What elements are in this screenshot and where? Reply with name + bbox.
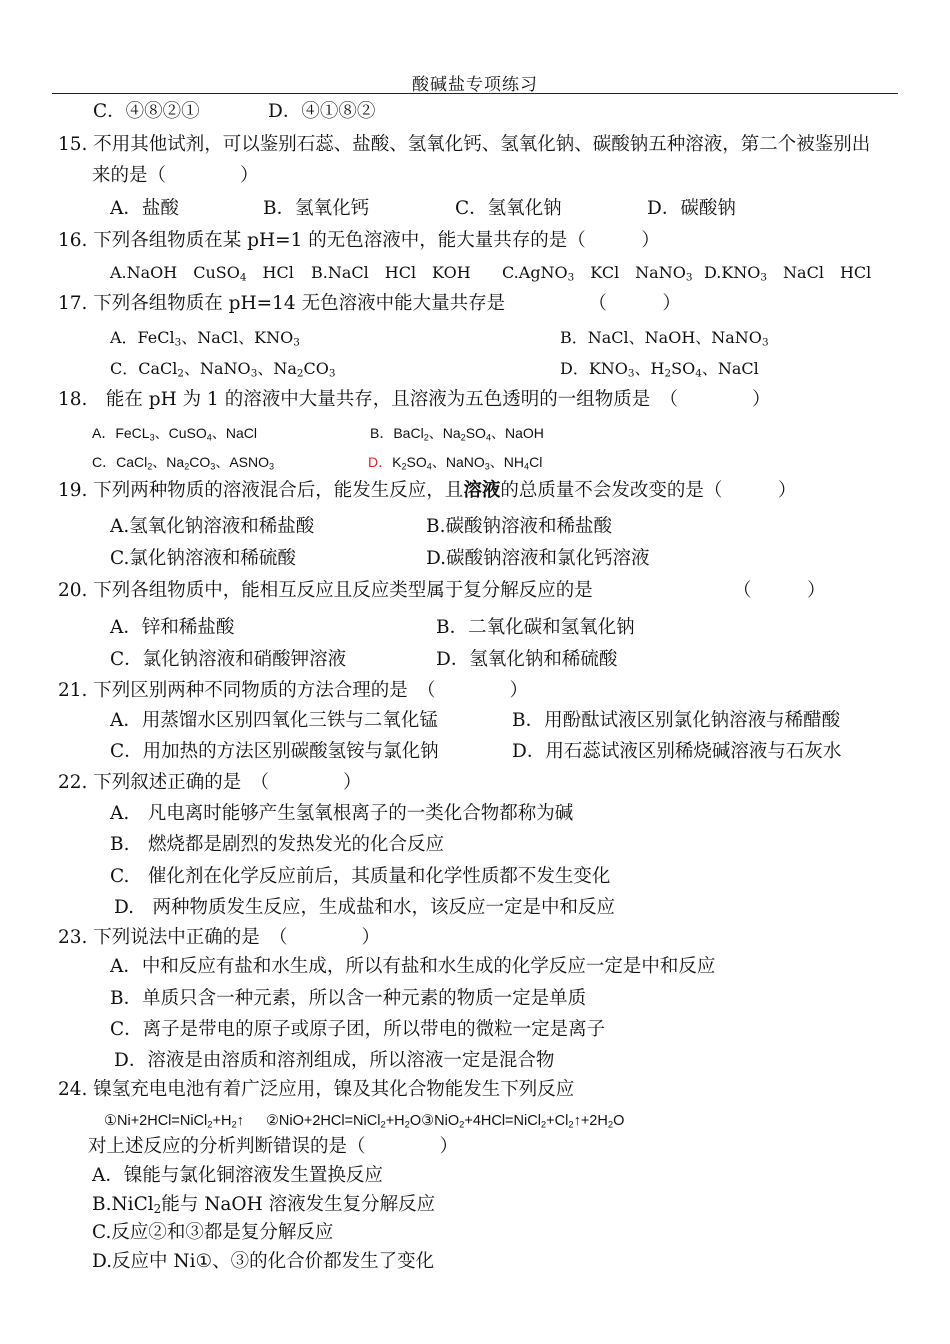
q23-option-b: B．单质只含一种元素，所以含一种元素的物质一定是单质 (110, 988, 587, 1009)
q24-option-b: B.NiCl$_2$能与 NaOH 溶液发生复分解反应 (92, 1194, 436, 1216)
q15-option-d: D．碳酸钠 (647, 198, 736, 219)
q21-option-a: A．用蒸馏水区别四氧化三铁与二氧化锰 (110, 710, 438, 731)
q20-option-a: A．锌和稀盐酸 (110, 617, 235, 638)
q22-option-c: C. 催化剂在化学反应前后，其质量和化学性质都不发生变化 (110, 866, 611, 887)
q16-option-d: $D.KNO_3$ NaCl HCl (704, 263, 872, 284)
q20-option-b: B．二氧化碳和氢氧化钠 (436, 617, 635, 638)
q14-option-c: C．④⑧②① (93, 101, 200, 122)
q23-stem: 23. 下列说法中正确的是 （ ） (58, 927, 381, 948)
q24-reactions: $①Ni+2HCl=NiCl_2+H_2↑$ $②NiO+2HCl=NiCl_2+H_2O③NiO_2+4HCl=NiCl_2+Cl_2↑+2H_2O$ (104, 1113, 625, 1130)
q15-option-a: A．盐酸 (110, 198, 179, 219)
q14-option-d: D．④①⑧② (268, 101, 376, 122)
q16-option-b: B.NaCl HCl KOH (311, 263, 471, 282)
q17-stem: 17. 下列各组物质在 pH=14 无色溶液中能大量共存是 （ ） (58, 293, 681, 314)
q18-stem: 18. 能在 pH 为 1 的溶液中大量共存，且溶液为五色透明的一组物质是 （ ） (58, 389, 771, 410)
q18-option-a: A．FeCL$_3$、CuSO$_4$、NaCl (92, 425, 257, 443)
q20-option-d: D．氢氧化钠和稀硫酸 (436, 649, 618, 670)
q15-option-c: C．氢氧化钠 (455, 198, 562, 219)
q21-option-d: D．用石蕊试液区别稀烧碱溶液与石灰水 (512, 741, 842, 762)
q20-option-c: C．氯化钠溶液和硝酸钾溶液 (110, 649, 347, 670)
q15-stem: 15. 不用其他试剂，可以鉴别石蕊、盐酸、氢氧化钙、氢氧化钠、碳酸钠五种溶液，第二个被鉴别出 (58, 134, 871, 155)
q23-option-a: A．中和反应有盐和水生成，所以有盐和水生成的化学反应一定是中和反应 (110, 956, 716, 977)
q22-option-a: A. 凡电离时能够产生氢氧根离子的一类化合物都称为碱 (110, 803, 574, 824)
q18-option-b: B．BaCl$_2$、$Na_2SO_4$、NaOH (370, 425, 544, 443)
q18-option-d: D．$K_2SO_4$、NaNO$_3$、$NH_4Cl$ (368, 454, 543, 472)
q24-option-c: C.反应②和③都是复分解反应 (92, 1222, 334, 1243)
q23-option-c: C．离子是带电的原子或原子团，所以带电的微粒一定是离子 (110, 1019, 606, 1040)
q21-option-b: B．用酚酞试液区别氯化钠溶液与稀醋酸 (512, 710, 841, 731)
header-rule (52, 93, 898, 94)
q21-option-c: C．用加热的方法区别碳酸氢铵与氯化钠 (110, 741, 439, 762)
q20-stem: 20. 下列各组物质中，能相互反应且反应类型属于复分解反应的是 (58, 580, 593, 601)
q21-stem: 21. 下列区别两种不同物质的方法合理的是 （ ） (58, 680, 529, 701)
q19-option-c: C.氯化钠溶液和稀硫酸 (110, 548, 296, 569)
q17-option-b: B．NaCl、NaOH、NaNO$_3$ (560, 328, 769, 349)
q15-option-b: B．氢氧化钙 (263, 198, 370, 219)
q19-option-a: A.氢氧化钠溶液和稀盐酸 (110, 516, 315, 537)
q18-option-c: C．CaCl$_2$、$Na_2CO_3$、$ASNO_3$ (92, 454, 275, 472)
q15-stem-cont: 来的是（ ） (92, 165, 259, 186)
q24-stem: 24. 镍氢充电电池有着广泛应用，镍及其化合物能发生下列反应 (58, 1079, 575, 1100)
q23-option-d: D．溶液是由溶质和溶剂组成，所以溶液一定是混合物 (114, 1050, 555, 1071)
q17-option-c: C．CaCl$_2$、NaNO$_3$、$Na_2CO_3$ (110, 359, 336, 380)
q24-question: 对上述反应的分析判断错误的是（ ） (88, 1136, 459, 1157)
q22-option-d: D. 两种物质发生反应，生成盐和水，该反应一定是中和反应 (114, 897, 616, 918)
q19-option-b: B.碳酸钠溶液和稀盐酸 (426, 516, 612, 537)
q16-stem: 16. 下列各组物质在某 pH=1 的无色溶液中，能大量共存的是（ ） (58, 230, 660, 251)
q16-option-a: A.NaOH CuSO$_4$ HCl (110, 263, 294, 284)
answer-label: D． (368, 454, 393, 470)
q22-option-b: B. 燃烧都是剧烈的发热发光的化合反应 (110, 834, 444, 855)
q19-option-d: D.碳酸钠溶液和氯化钙溶液 (426, 548, 650, 569)
q16-option-c: C.AgNO$_3$ KCl NaNO$_3$ (502, 263, 693, 284)
page-header: 酸碱盐专项练习 (412, 75, 538, 95)
q24-option-a: A．镍能与氯化铜溶液发生置换反应 (92, 1165, 383, 1186)
q19-stem: 19. 下列两种物质的溶液混合后，能发生反应，且溶液的总质量不会发改变的是（ ） (58, 480, 797, 501)
q20-answer-paren: （ ） (733, 580, 826, 601)
q24-option-d: D.反应中 Ni①、③的化合价都发生了变化 (92, 1251, 435, 1272)
q17-option-d: D．$KNO_3$、$H_2SO_4$、NaCl (560, 359, 759, 380)
q17-option-a: A．FeCl$_3$、NaCl、$KNO_3$ (110, 328, 300, 349)
q22-stem: 22. 下列叙述正确的是 （ ） (58, 772, 362, 793)
